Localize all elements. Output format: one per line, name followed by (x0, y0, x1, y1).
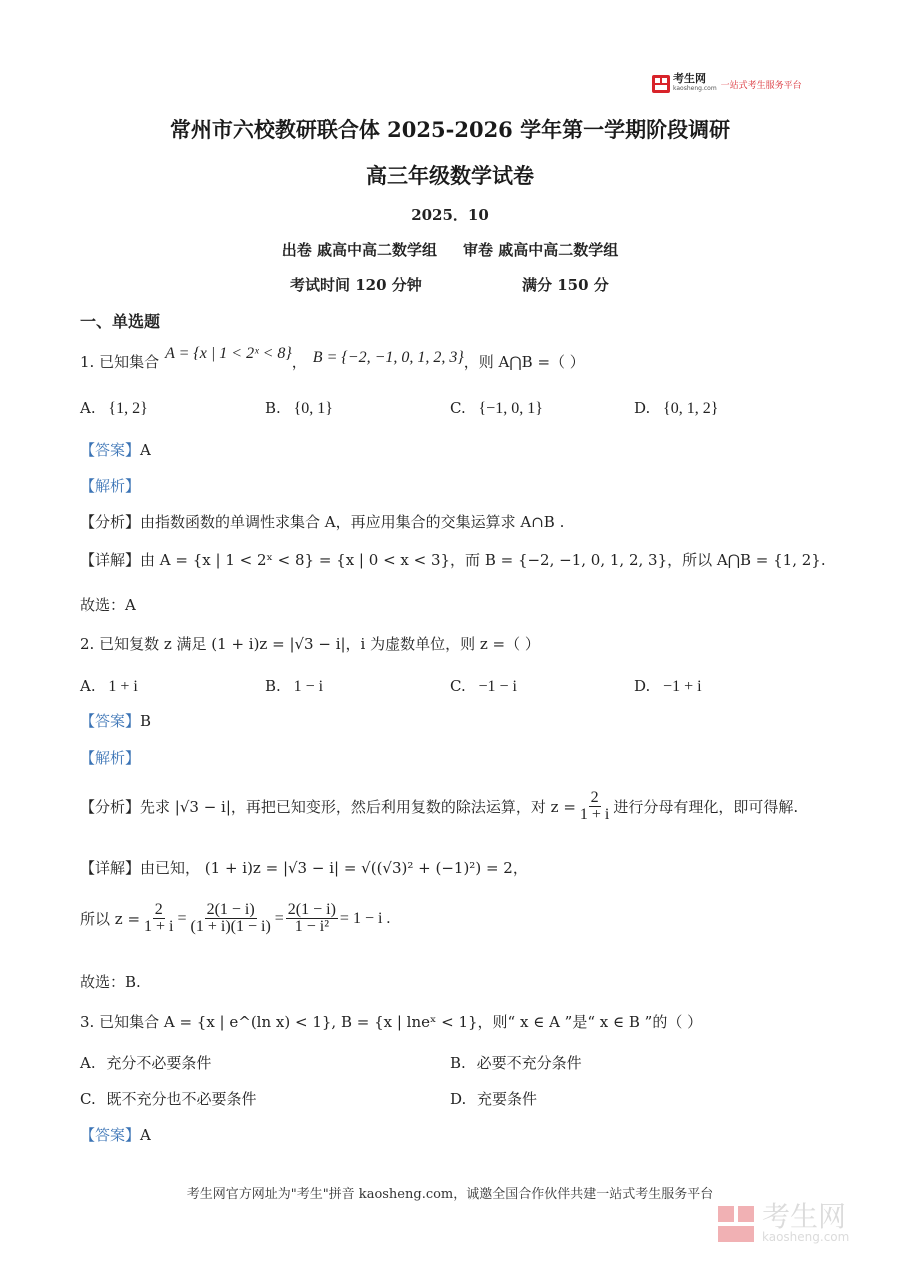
q1-xiangjie (80, 550, 826, 570)
exam-authors: 出卷 戚高中高二数学组 审卷 戚高中高二数学组 (281, 241, 619, 259)
q2-option-a[interactable] (80, 676, 138, 697)
q1-set-a: A = {x | 1 < 2ˣ < 8} (165, 345, 292, 362)
option-label: D. (634, 399, 651, 417)
q3-option-d[interactable] (450, 1089, 537, 1109)
q2-option-c[interactable] (450, 676, 517, 697)
q3-answer (80, 1125, 151, 1145)
option-value: {1, 2} (108, 400, 148, 417)
q1-option-b[interactable] (265, 398, 333, 419)
answer-tag: 【答案】 (80, 712, 141, 730)
option-value: {0, 1, 2} (663, 400, 719, 417)
option-label: B. (450, 1054, 466, 1072)
logo-slogan: 一站式考生服务平台 (720, 80, 802, 91)
option-label: D. (634, 677, 651, 695)
kaosheng-logo-icon (652, 75, 670, 93)
option-label: D. (450, 1090, 467, 1108)
fraction-numerator: 2(1 − i) (287, 901, 336, 918)
fenxi-text-b: 进行分母有理化，即可得解. (613, 797, 799, 816)
exam-date: 2025．10 (411, 206, 489, 224)
q2-option-d[interactable] (634, 676, 702, 697)
fenxi-tag: 【分析】 (80, 513, 141, 531)
q1-option-c[interactable] (450, 398, 543, 419)
q3-stem: 3. 已知集合 A = {x | e^(ln x) < 1}, B = {x | lneˣ < 1}，则“ x ∈ A ”是“ x ∈ B ”的（ ） (80, 1013, 703, 1031)
option-label: A. (80, 1054, 96, 1072)
q1-fenxi (80, 512, 564, 532)
xiangjie-text: 由 A = {x | 1 < 2ˣ < 8} = {x | 0 < x < 3}，而 B = {−2, −1, 0, 1, 2, 3}，所以 A⋂B = {1, 2}. (140, 551, 826, 569)
section-heading-single-choice: 一、单选题 (80, 312, 161, 331)
q1-prefix: 1. 已知集合 (80, 353, 160, 371)
q2-option-b[interactable] (265, 676, 323, 697)
option-value: 1 + i (108, 678, 138, 695)
equals-sign: = (274, 909, 284, 927)
answer-value: B (140, 712, 152, 730)
xiangjie-tag: 【详解】 (80, 859, 141, 877)
answer-value: A (140, 1126, 151, 1144)
xiangjie-text: 由已知， (1 + i)z = |√3 − i| = √((√3)² + (−1)²) = 2， (140, 859, 528, 877)
q2-analysis-tag: 【解析】 (80, 749, 141, 767)
option-value: {0, 1} (293, 400, 333, 417)
fenxi-tag: 【分析】 (80, 797, 141, 816)
derivation-fraction-3 (286, 902, 338, 935)
fraction-denominator: (1 + i)(1 − i) (190, 918, 271, 935)
option-label: C. (450, 399, 466, 417)
watermark (716, 1200, 850, 1244)
fraction-numerator: 2 (590, 789, 599, 806)
q2-answer (80, 711, 151, 731)
q1-set-b: B = {−2, −1, 0, 1, 2, 3} (312, 349, 464, 366)
option-label: B. (265, 399, 281, 417)
option-value: 充要条件 (477, 1090, 538, 1108)
watermark-url: kaosheng.com (762, 1230, 850, 1244)
derivation-result: = 1 − i . (339, 909, 391, 927)
derivation-prefix: 所以 z = (80, 909, 141, 928)
option-value: 充分不必要条件 (106, 1054, 212, 1072)
fraction-denominator: 1 + i (579, 806, 610, 823)
fraction-numerator: 2 (154, 901, 163, 918)
q1-comma: ， (291, 353, 307, 371)
title-line1: 常州市六校教研联合体 2025-2026 学年第一学期阶段调研 (169, 117, 731, 142)
q3-option-b[interactable] (450, 1053, 582, 1073)
fenxi-fraction (578, 790, 611, 823)
derivation-fraction-2 (189, 902, 273, 935)
answer-value: A (140, 441, 151, 459)
q1-ask: ，则 A⋂B =（ ） (463, 353, 585, 371)
fenxi-text-a: 先求 |√3 − i|，再把已知变形，然后利用复数的除法运算，对 z = (140, 797, 576, 816)
q1-option-d[interactable] (634, 398, 718, 419)
option-value: 1 − i (293, 678, 324, 695)
q1-option-a[interactable] (80, 398, 148, 419)
fenxi-text: 由指数函数的单调性求集合 A，再应用集合的交集运算求 A∩B . (140, 513, 565, 531)
watermark-name: 考生网 (762, 1200, 847, 1233)
option-value: {−1, 0, 1} (478, 400, 543, 417)
q2-fenxi (80, 790, 798, 823)
derivation-fraction-1 (142, 902, 175, 935)
q2-choose: 故选：B. (80, 973, 141, 991)
answer-tag: 【答案】 (80, 441, 141, 459)
xiangjie-tag: 【详解】 (80, 551, 141, 569)
option-label: A. (80, 677, 96, 695)
equals-sign: = (177, 909, 187, 927)
fraction-numerator: 2(1 − i) (206, 901, 255, 918)
option-value: −1 − i (478, 678, 517, 695)
logo-name: 考生网 (673, 72, 706, 85)
answer-tag: 【答案】 (80, 1126, 141, 1144)
title-line2: 高三年级数学试卷 (366, 163, 534, 188)
option-label: C. (80, 1090, 96, 1108)
q2-xiangjie (80, 858, 528, 878)
logo-url: kaosheng.com (673, 85, 717, 92)
fraction-denominator: 1 + i (144, 918, 174, 935)
q2-stem: 2. 已知复数 z 满足 (1 + i)z = |√3 − i|，i 为虚数单位，则 z =（ ） (80, 635, 540, 653)
q1-choose: 故选：A (80, 596, 136, 614)
exam-time: 考试时间 120 分钟 (290, 276, 422, 294)
option-value: 必要不充分条件 (476, 1054, 582, 1072)
full-score: 满分 150 分 (522, 276, 609, 294)
watermark-logo-icon (716, 1204, 756, 1244)
q1-analysis-tag: 【解析】 (80, 477, 141, 495)
option-value: −1 + i (663, 678, 702, 695)
q3-option-c[interactable] (80, 1089, 257, 1109)
q3-option-a[interactable] (80, 1053, 211, 1073)
option-label: B. (265, 677, 281, 695)
header-logo (652, 73, 802, 95)
option-value: 既不充分也不必要条件 (106, 1090, 257, 1108)
q1-answer (80, 440, 151, 460)
q2-derivation (80, 902, 390, 935)
page-footer: 考生网官方网址为"考生"拼音 kaosheng.com，诚邀全国合作伙伴共建一站式考生服务平台 (186, 1187, 714, 1202)
option-label: C. (450, 677, 466, 695)
fraction-denominator: 1 − i² (294, 918, 329, 935)
q1-stem (80, 345, 585, 372)
option-label: A. (80, 399, 96, 417)
